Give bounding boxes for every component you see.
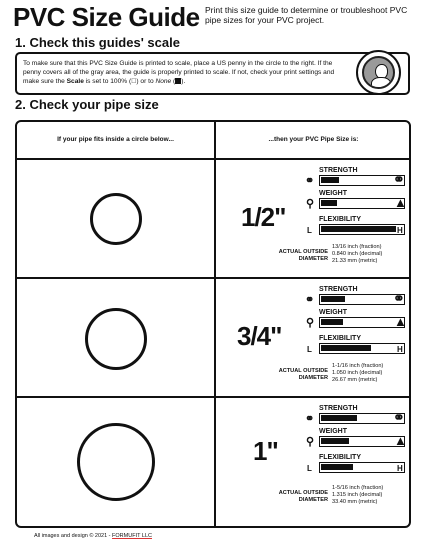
size-label: 1/2" — [241, 202, 286, 232]
flex-high-label: H — [397, 345, 403, 354]
footer-brand: FORMUFIT LLC — [112, 533, 152, 539]
od-values — [332, 244, 382, 265]
scale-word: Scale — [66, 78, 84, 85]
page-title: PVC Size Guide — [13, 2, 200, 32]
od-label-line2: DIAMETER — [298, 375, 328, 381]
none-word: None — [152, 78, 168, 85]
penny-circle — [356, 50, 401, 95]
od-fraction: 1-1/16 inch (fraction) — [332, 363, 384, 369]
weight-bar — [319, 314, 407, 329]
chain-link-icon: ⚭ — [393, 409, 405, 425]
scale-text-b: is set to 100% ( — [83, 78, 132, 85]
intro-text: Print this size guide to determine or troubleshoot PVC pipe sizes for your PVC project. — [205, 5, 408, 25]
size-label: 1" — [253, 436, 278, 466]
scale-check-box — [15, 52, 410, 95]
weight-fill — [321, 438, 349, 444]
weight-label: WEIGHT — [319, 309, 347, 316]
strength-fill — [321, 296, 345, 302]
weight-fill — [321, 200, 337, 206]
size-row-half-inch — [17, 160, 409, 277]
pipe-circle-three-quarter-inch — [85, 308, 147, 370]
od-decimal: 1.050 inch (decimal) — [332, 370, 383, 376]
weight-bar — [319, 433, 407, 448]
weight-bar — [319, 195, 407, 210]
section-2-heading: 2. Check your pipe size — [15, 97, 159, 112]
chain-link-icon: ⚭ — [393, 290, 405, 306]
flexibility-label: FLEXIBILITY — [319, 216, 361, 223]
chain-link-icon: ⚭ — [393, 171, 405, 187]
od-decimal: 1.315 inch (decimal) — [332, 492, 383, 498]
od-label-line1: ACTUAL OUTSIDE — [278, 249, 328, 255]
right-column-header: ...then your PVC Pipe Size is: — [268, 136, 359, 143]
size-row-one-inch — [17, 398, 409, 528]
od-label — [264, 368, 328, 382]
pipe-size-table — [15, 120, 411, 528]
strength-label: STRENGTH — [319, 167, 358, 174]
flexibility-label: FLEXIBILITY — [319, 454, 361, 461]
flexibility-bar — [319, 462, 405, 473]
flex-high-label: H — [397, 464, 403, 473]
scale-text-c: ) or to — [133, 78, 153, 85]
penny-gray-area — [362, 56, 395, 89]
flexibility-bar — [319, 224, 405, 235]
flexibility-label: FLEXIBILITY — [319, 335, 361, 342]
od-label-line1: ACTUAL OUTSIDE — [278, 490, 328, 496]
feather-icon: ⚲ — [306, 436, 315, 448]
flex-low-label: L — [307, 345, 312, 354]
flexibility-fill — [321, 464, 353, 470]
od-metric: 26.67 mm (metric) — [332, 377, 378, 383]
kettlebell-weight-icon: ▲ — [394, 433, 407, 448]
footer-credit — [34, 533, 152, 539]
scale-instructions — [23, 59, 343, 86]
pipe-circle-one-inch — [77, 423, 155, 501]
od-fraction: 13/16 inch (fraction) — [332, 244, 382, 250]
strength-label: STRENGTH — [319, 405, 358, 412]
size-row-three-quarter-inch — [17, 279, 409, 396]
scale-text-d: ( — [167, 78, 172, 85]
scale-text-a: To make sure that this PVC Size Guide is printed to scale, place a US penny in the circle to the right. If the penny covers all of the gray area, the guide is properly printed to scale. If not, check your print settings and make sure the — [23, 60, 335, 85]
flex-high-label: H — [397, 226, 403, 235]
strength-label: STRENGTH — [319, 286, 358, 293]
od-fraction: 1-5/16 inch (fraction) — [332, 485, 384, 491]
od-metric: 21.33 mm (metric) — [332, 258, 378, 264]
flexibility-bar — [319, 343, 405, 354]
feather-icon: ⚲ — [306, 317, 315, 329]
flex-low-label: L — [307, 226, 312, 235]
feather-icon: ⚲ — [306, 198, 315, 210]
od-metric: 33.40 mm (metric) — [332, 499, 378, 505]
pipe-circle-half-inch — [90, 193, 142, 245]
left-column-header: If your pipe fits inside a circle below... — [57, 136, 174, 143]
flexibility-fill — [321, 345, 371, 351]
penny-portrait-shoulders — [371, 77, 391, 89]
chain-link-icon: ⚭ — [305, 175, 315, 187]
size-label: 3/4" — [237, 321, 282, 351]
kettlebell-weight-icon: ▲ — [394, 195, 407, 210]
weight-label: WEIGHT — [319, 190, 347, 197]
od-label — [264, 249, 328, 263]
od-label — [264, 490, 328, 504]
od-values — [332, 485, 383, 506]
kettlebell-weight-icon: ▲ — [394, 314, 407, 329]
strength-fill — [321, 177, 339, 183]
weight-fill — [321, 319, 343, 325]
flex-low-label: L — [307, 464, 312, 473]
flexibility-fill — [321, 226, 396, 232]
footer-text: All images and design © 2021 - — [34, 533, 113, 539]
od-decimal: 0.840 inch (decimal) — [332, 251, 383, 257]
weight-label: WEIGHT — [319, 428, 347, 435]
scale-text-e: ). — [177, 78, 182, 85]
strength-fill — [321, 415, 357, 421]
od-label-line2: DIAMETER — [298, 256, 328, 262]
section-1-heading: 1. Check this guides' scale — [15, 35, 180, 50]
chain-link-icon: ⚭ — [305, 294, 315, 306]
od-label-line2: DIAMETER — [298, 497, 328, 503]
chain-link-icon: ⚭ — [305, 413, 315, 425]
od-label-line1: ACTUAL OUTSIDE — [278, 368, 328, 374]
od-values — [332, 363, 383, 384]
apple-icon — [131, 78, 134, 85]
